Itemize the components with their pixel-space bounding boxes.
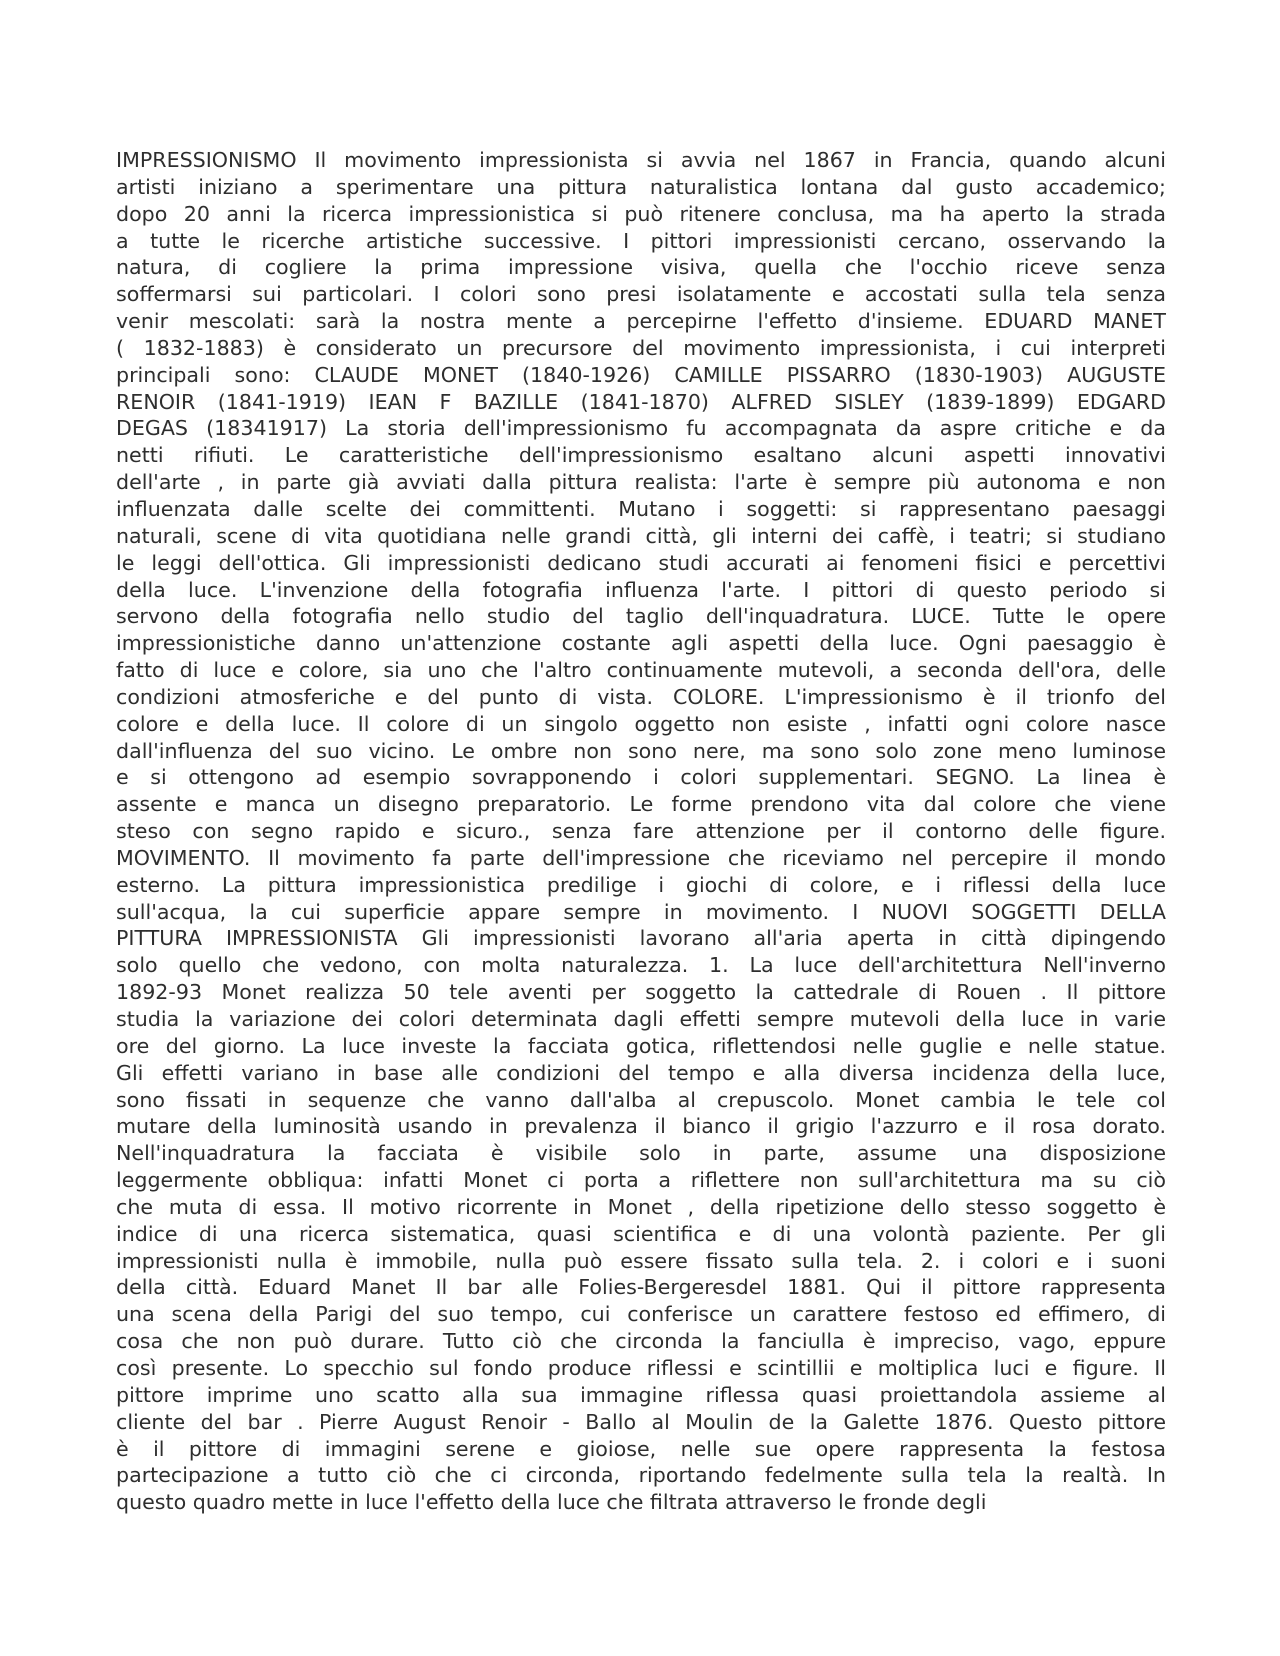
text-line: e si ottengono ad esempio sovrapponendo i colori supplementari. SEGNO. La linea è [116, 765, 1166, 790]
text-line: mutare della luminosità usando in prevalenza il bianco il grigio l'azzurro e il rosa dorato. [116, 1114, 1166, 1139]
text-line: della città. Eduard Manet Il bar alle Folies-Bergeresdel 1881. Qui il pittore rappresenta [116, 1275, 1166, 1300]
text-line: IMPRESSIONISMO Il movimento impressionista si avvia nel 1867 in Francia, quando alcuni [116, 148, 1166, 172]
text-line: soffermarsi sui particolari. I colori sono presi isolatamente e accostati sulla tela senza [116, 282, 1166, 307]
text-line: leggermente obbliqua: infatti Monet ci porta a riflettere non sull'architettura ma su ciò [116, 1168, 1166, 1193]
text-line: venir mescolati: sarà la nostra mente a percepirne l'effetto d'insieme. EDUARD MANET [116, 309, 1166, 334]
text-line: RENOIR (1841-1919) IEAN F BAZILLE (1841-1870) ALFRED SISLEY (1839-1899) EDGARD [116, 389, 1166, 414]
text-line: Gli effetti variano in base alle condizioni del tempo e alla diversa incidenza della luce, [116, 1060, 1166, 1085]
text-line: condizioni atmosferiche e del punto di vista. COLORE. L'impressionismo è il trionfo del [116, 684, 1166, 709]
text-line: solo quello che vedono, con molta naturalezza. 1. La luce dell'architettura Nell'inverno [116, 953, 1166, 978]
text-line: sull'acqua, la cui superficie appare sempre in movimento. I NUOVI SOGGETTI DELLA [116, 899, 1166, 924]
text-line: pittore imprime uno scatto alla sua immagine riflessa quasi proiettandola assieme al [116, 1382, 1166, 1407]
text-line: è il pittore di immagini serene e gioiose, nelle sue opere rappresenta la festosa [116, 1436, 1166, 1461]
text-line: partecipazione a tutto ciò che ci circonda, riportando fedelmente sulla tela la realtà. In [116, 1463, 1166, 1488]
text-line: PITTURA IMPRESSIONISTA Gli impressionisti lavorano all'aria aperta in città dipingendo [116, 926, 1166, 951]
text-line: dell'arte , in parte già avviati dalla pittura realista: l'arte è sempre più autonoma e non [116, 470, 1166, 495]
text-line: ( 1832-1883) è considerato un precursore del movimento impressionista, i cui interpreti [116, 335, 1166, 360]
text-line: 1892-93 Monet realizza 50 tele aventi per soggetto la cattedrale di Rouen . Il pittore [116, 980, 1166, 1005]
text-line: le leggi dell'ottica. Gli impressionisti dedicano studi accurati ai fenomeni fisici e percettivi [116, 550, 1166, 575]
text-line: dall'influenza del suo vicino. Le ombre non sono nere, ma sono solo zone meno luminose [116, 738, 1166, 763]
text-line: natura, di cogliere la prima impressione visiva, quella che l'occhio riceve senza [116, 255, 1166, 280]
text-line: naturali, scene di vita quotidiana nelle grandi città, gli interni dei caffè, i teatri; si studiano [116, 523, 1166, 548]
text-line: della luce. L'invenzione della fotografia influenza l'arte. I pittori di questo periodo si [116, 577, 1166, 602]
text-line: cosa che non può durare. Tutto ciò che circonda la fanciulla è impreciso, vago, eppure [116, 1329, 1166, 1354]
body-text [116, 147, 1166, 1516]
text-line: impressionisti nulla è immobile, nulla può essere fissato sulla tela. 2. i colori e i suoni [116, 1248, 1166, 1273]
text-line: indice di una ricerca sistematica, quasi scientifica e di una volontà paziente. Per gli [116, 1221, 1166, 1246]
text-line: fatto di luce e colore, sia uno che l'altro continuamente mutevoli, a seconda dell'ora, delle [116, 658, 1166, 683]
text-line: impressionistiche danno un'attenzione costante agli aspetti della luce. Ogni paesaggio è [116, 631, 1166, 656]
text-line: steso con segno rapido e sicuro., senza fare attenzione per il contorno delle figure. [116, 819, 1166, 844]
text-line: studia la variazione dei colori determinata dagli effetti sempre mutevoli della luce in varie [116, 1007, 1166, 1031]
text-line: DEGAS (18341917) La storia dell'impressionismo fu accompagnata da aspre critiche e da [116, 416, 1166, 441]
text-line: una scena della Parigi del suo tempo, cui conferisce un carattere festoso ed effimero, di [116, 1302, 1166, 1327]
text-line: così presente. Lo specchio sul fondo produce riflessi e scintillii e moltiplica luci e figure. Il [116, 1355, 1166, 1380]
text-line: che muta di essa. Il motivo ricorrente in Monet , della ripetizione dello stesso soggetto è [116, 1194, 1166, 1219]
text-line: a tutte le ricerche artistiche successive. I pittori impressionisti cercano, osservando la [116, 228, 1166, 253]
text-line: colore e della luce. Il colore di un singolo oggetto non esiste , infatti ogni colore nasce [116, 711, 1166, 736]
text-line: dopo 20 anni la ricerca impressionistica si può ritenere conclusa, ma ha aperto la strada [116, 201, 1166, 226]
text-line: principali sono: CLAUDE MONET (1840-1926) CAMILLE PISSARRO (1830-1903) AUGUSTE [116, 362, 1166, 387]
text-line: artisti iniziano a sperimentare una pittura naturalistica lontana dal gusto accademico; [116, 174, 1166, 199]
text-line: Nell'inquadratura la facciata è visibile solo in parte, assume una disposizione [116, 1141, 1166, 1166]
text-line: netti rifiuti. Le caratteristiche dell'impressionismo esaltano alcuni aspetti innovativi [116, 443, 1166, 468]
text-line: ore del giorno. La luce investe la facciata gotica, riflettendosi nelle guglie e nelle statue. [116, 1033, 1166, 1058]
text-line: influenzata dalle scelte dei committenti. Mutano i soggetti: si rappresentano paesaggi [116, 496, 1166, 521]
text-line: MOVIMENTO. Il movimento fa parte dell'impressione che riceviamo nel percepire il mondo [116, 845, 1166, 870]
text-line: sono fissati in sequenze che vanno dall'alba al crepuscolo. Monet cambia le tele col [116, 1087, 1166, 1112]
text-line: esterno. La pittura impressionistica predilige i giochi di colore, e i riflessi della luce [116, 872, 1166, 897]
text-line: assente e manca un disegno preparatorio. Le forme prendono vita dal colore che viene [116, 792, 1166, 817]
text-line: cliente del bar . Pierre August Renoir - Ballo al Moulin de la Galette 1876. Questo pittore [116, 1409, 1166, 1434]
text-line: questo quadro mette in luce l'effetto della luce che filtrata attraverso le fronde degli [116, 1490, 987, 1515]
text-line: servono della fotografia nello studio del taglio dell'inquadratura. LUCE. Tutte le opere [116, 604, 1166, 629]
